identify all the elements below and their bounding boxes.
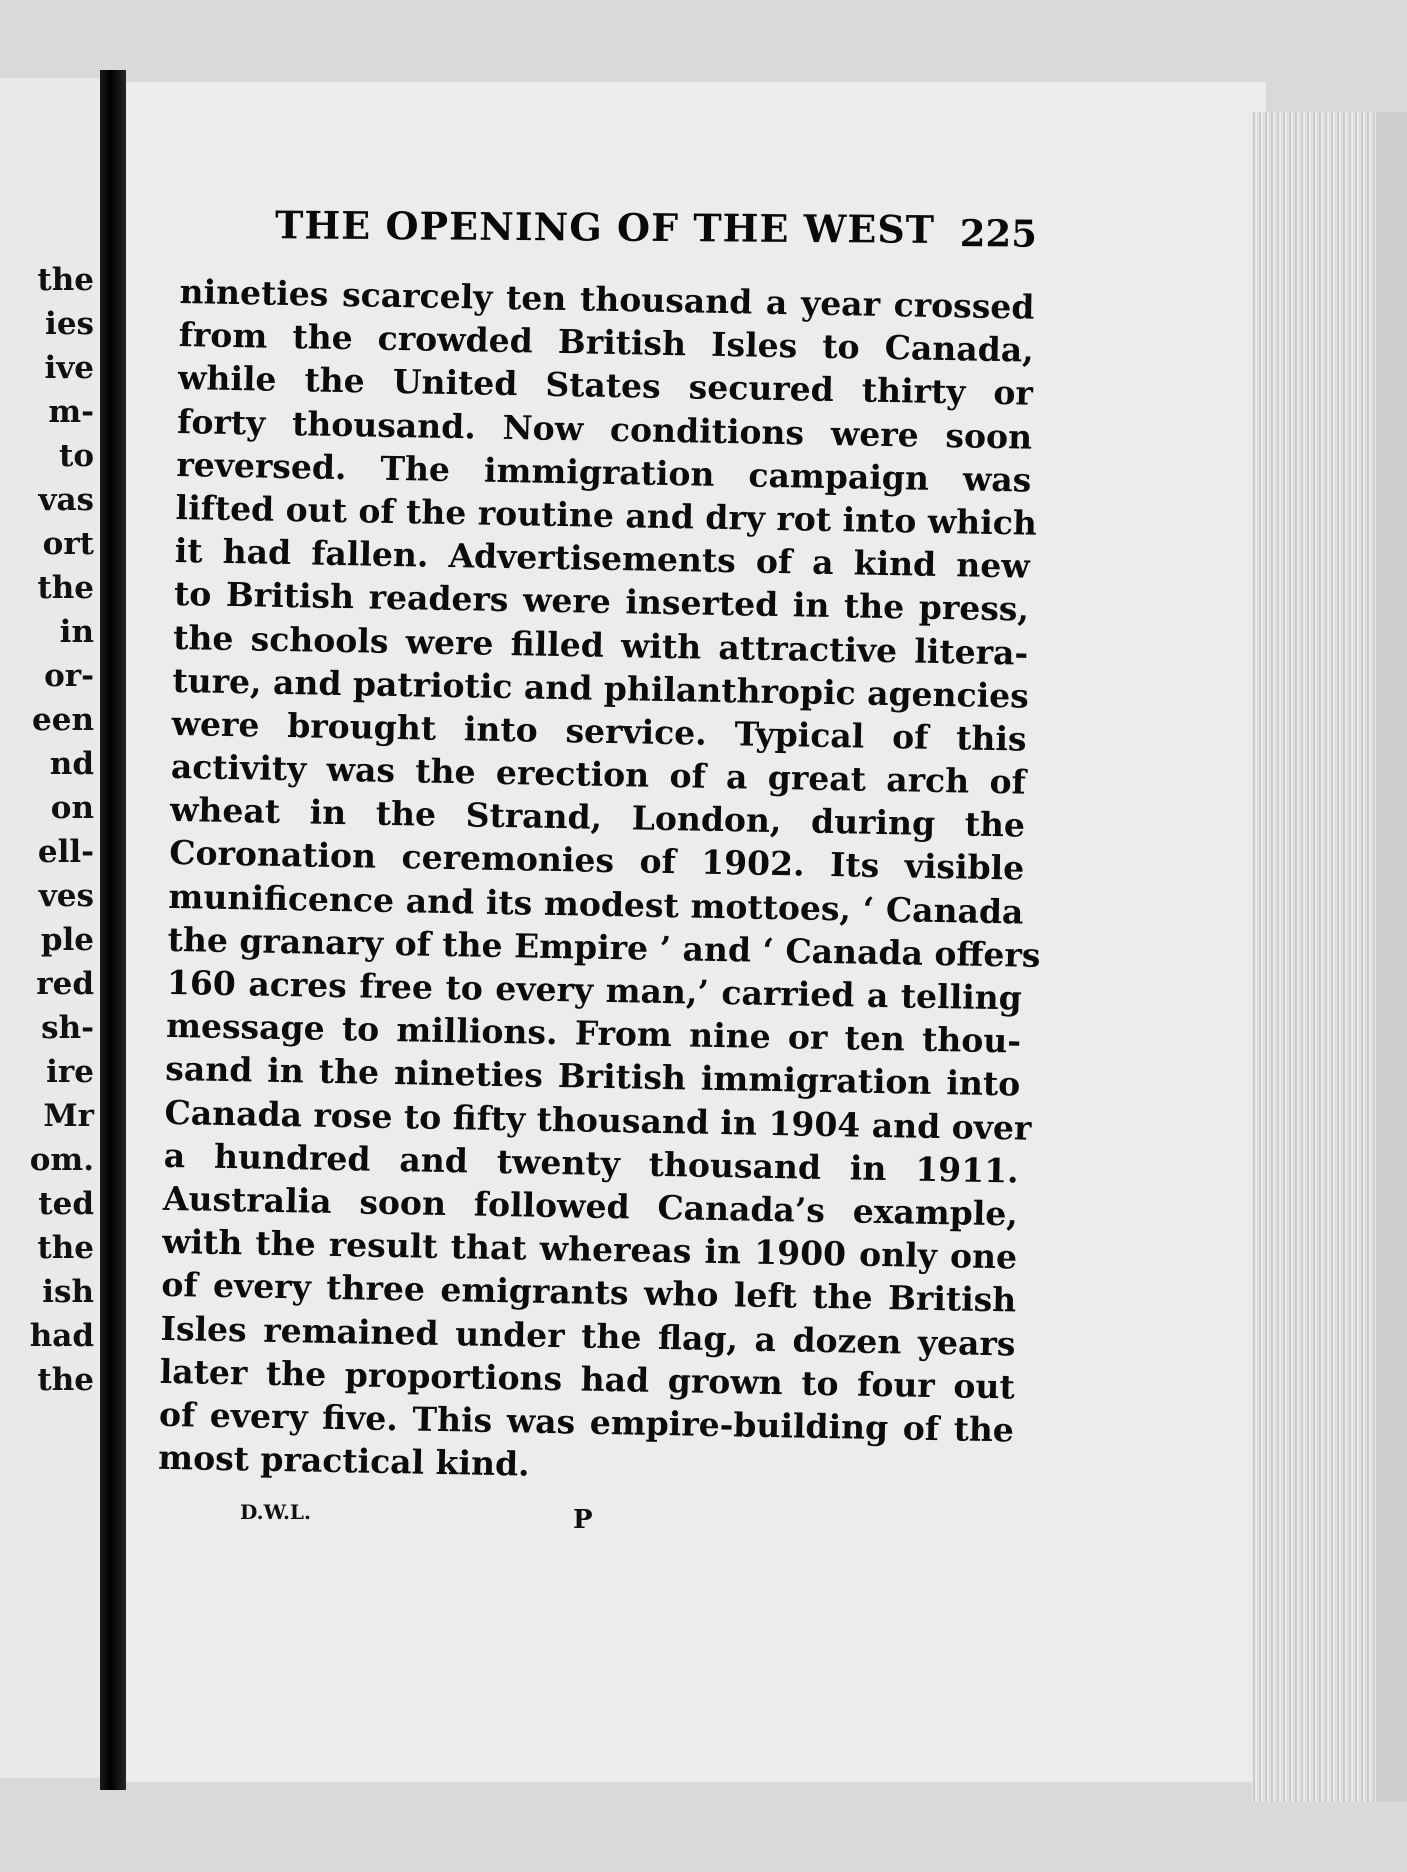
text-line: sand in the nineties British immigration into <box>165 1049 1021 1104</box>
text-line: while the United States secured thirty or <box>177 358 1034 414</box>
text-line: Canada rose to fifty thousand in 1904 and over <box>164 1092 1032 1148</box>
text-line: activity was the erection of a great arch of <box>170 746 1027 802</box>
edge-shadow <box>1376 112 1407 1802</box>
text-line: the schools were filled with attractive litera- <box>172 617 1029 673</box>
previous-page-fragment <box>0 78 100 1778</box>
running-title: THE OPENING OF THE WEST <box>274 202 936 252</box>
fragment-line: the <box>37 1362 94 1398</box>
fragment-line: ort <box>42 526 94 562</box>
fragment-line: ish <box>42 1274 94 1310</box>
fragment-line: or- <box>44 658 94 694</box>
fragment-line: the <box>37 262 94 298</box>
fragment-line: nd <box>49 746 94 782</box>
text-line: from the crowded British Isles to Canada, <box>178 315 1035 370</box>
fragment-line: in <box>59 614 94 650</box>
text-line: later the proportions had grown to four out <box>159 1351 1016 1407</box>
text-line: lifted out of the routine and dry rot into which <box>175 487 1038 543</box>
signature-mark: D.W.L. <box>240 1500 311 1524</box>
fragment-line: red <box>36 966 94 1002</box>
text-line: forty thousand. Now conditions were soon <box>176 401 1033 457</box>
body-paragraph <box>157 270 1041 1495</box>
text-line: ture, and patriotic and philanthropic agencies <box>172 660 1030 716</box>
text-line: wheat in the Strand, London, during the <box>169 790 1026 845</box>
fragment-line: the <box>37 1230 94 1266</box>
text-line: message to millions. From nine or ten thou- <box>165 1006 1022 1061</box>
page-number: 225 <box>959 211 1038 256</box>
book-gutter <box>100 70 126 1790</box>
text-line: a hundred and twenty thousand in 1911. <box>163 1135 1019 1191</box>
running-header <box>275 202 1045 263</box>
text-line: reversed. The immigration campaign was <box>176 444 1032 500</box>
text-line: of every three emigrants who left the British <box>161 1265 1017 1320</box>
fragment-line: ted <box>38 1186 94 1222</box>
fragment-line: ves <box>38 878 94 914</box>
text-line: the granary of the Empire ’ and ‘ Canada offers <box>167 919 1041 975</box>
fragment-line: ive <box>44 350 94 386</box>
fragment-line: m- <box>48 394 94 430</box>
page-edges <box>1252 112 1376 1802</box>
signature-letter: P <box>573 1505 593 1535</box>
text-line: were brought into service. Typical of this <box>171 703 1027 759</box>
fragment-line: had <box>29 1318 94 1354</box>
fragment-line: on <box>50 790 94 826</box>
fragment-line: the <box>37 570 94 606</box>
fragment-line: ire <box>46 1054 94 1090</box>
text-line: with the result that whereas in 1900 only one <box>161 1221 1018 1277</box>
fragment-line: vas <box>38 482 94 518</box>
text-line: Australia soon followed Canada’s example, <box>162 1178 1019 1234</box>
fragment-line: een <box>32 702 94 738</box>
text-line: Coronation ceremonies of 1902. Its visible <box>168 833 1025 889</box>
text-line: of every five. This was empire-building of the <box>158 1394 1015 1450</box>
text-line: 160 acres free to every man,’ carried a telling <box>166 962 1023 1018</box>
text-line: most practical kind. <box>157 1437 530 1484</box>
text-line: it had fallen. Advertisements of a kind new <box>174 531 1031 586</box>
text-line: to British readers were inserted in the press, <box>173 574 1030 629</box>
text-line: munificence and its modest mottoes, ‘ Canada <box>168 876 1024 932</box>
fragment-line: om. <box>29 1142 94 1178</box>
fragment-line: to <box>59 438 94 474</box>
text-line: Isles remained under the flag, a dozen years <box>160 1308 1016 1363</box>
fragment-line: ple <box>40 922 94 958</box>
previous-page-text <box>30 258 94 1402</box>
text-line: nineties scarcely ten thousand a year crossed <box>179 271 1035 327</box>
fragment-line: ell- <box>37 834 94 870</box>
fragment-line: sh- <box>41 1010 94 1046</box>
fragment-line: Mr <box>43 1098 94 1134</box>
fragment-line: ies <box>45 306 94 342</box>
